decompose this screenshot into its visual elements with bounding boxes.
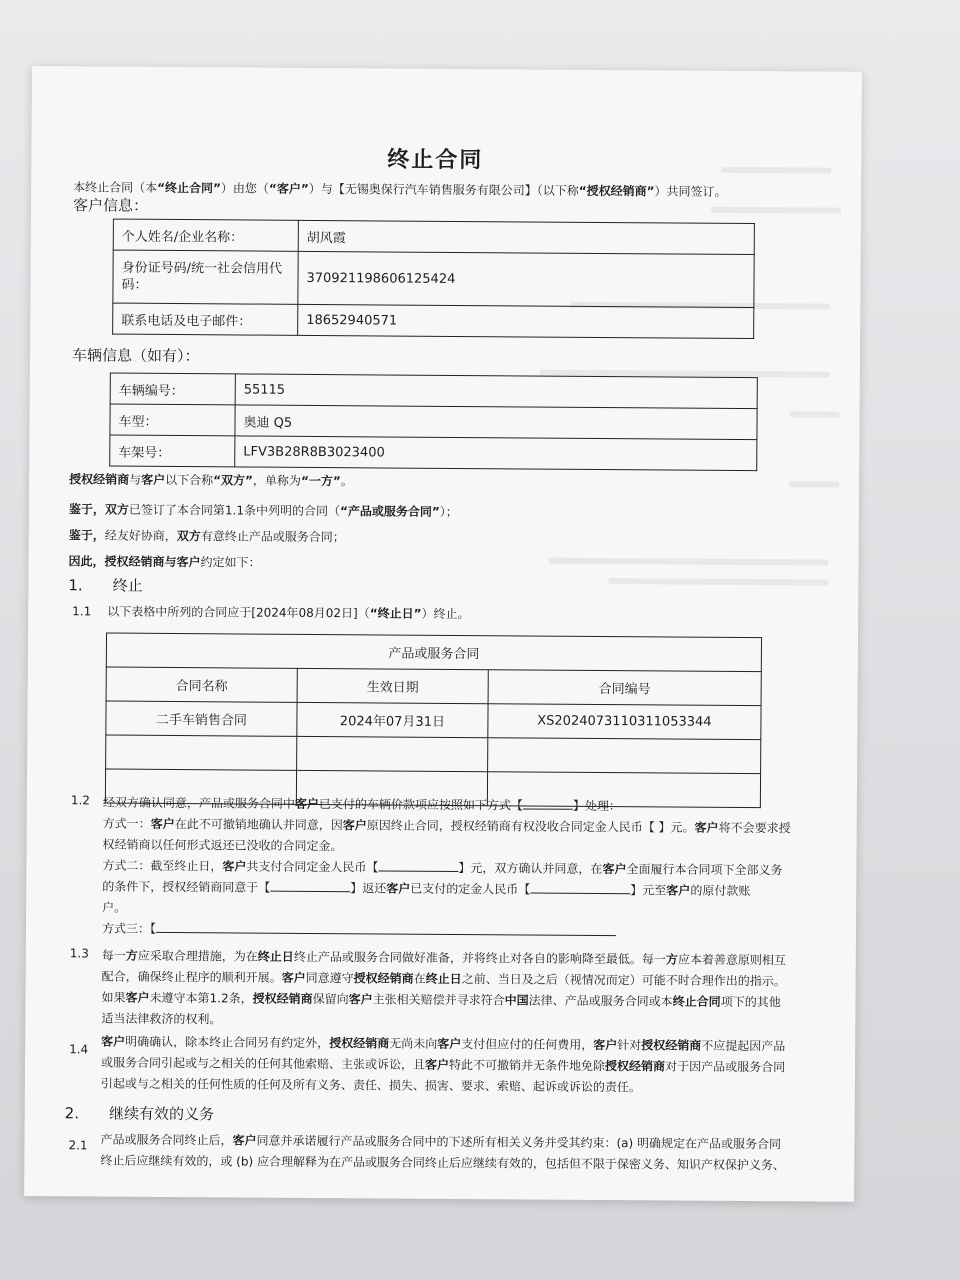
text: 主张相关赔偿并寻求符合 — [372, 992, 505, 1008]
text: 】元至 — [630, 883, 667, 898]
clause-1-3-line — [102, 947, 786, 969]
intro-term: “终止合同” — [157, 180, 221, 196]
text: 方式一： — [102, 816, 151, 831]
text: 同意遵守 — [305, 970, 354, 986]
term: 双方 — [104, 502, 129, 517]
term: 终止合同 — [672, 994, 721, 1009]
section-title: 终止 — [112, 576, 143, 595]
text: 每一 — [101, 948, 126, 963]
empty-cell — [106, 735, 297, 770]
term: 授权经销商 — [69, 472, 130, 487]
text: 应采取合理措施，为在 — [137, 948, 258, 964]
table-row — [113, 250, 754, 307]
text: 已支付的定金人民币【 — [410, 881, 531, 897]
term: 客户 — [437, 1036, 462, 1052]
section-title: 继续有效的义务 — [108, 1104, 215, 1124]
table-row — [113, 219, 754, 254]
clause-2-1-line: 终止后应继续有效的，或 (b) 应合理解释为在产品或服务合同终止后应继续有效的，包括但不限于保密义务、知识产权保护义务、 — [100, 1153, 786, 1173]
text: 如果 — [101, 990, 126, 1005]
term: 客户 — [281, 970, 306, 985]
section-number: 2. — [64, 1104, 80, 1123]
blank-field — [378, 860, 458, 872]
column-header: 合同编号 — [488, 670, 761, 706]
text: 终止产品或服务合同做好准备，并将终止对各自的影响降至最低。每一 — [293, 949, 666, 967]
vehicle-number-label: 车辆编号： — [110, 373, 235, 405]
contract-table-title: 产品或服务合同 — [106, 633, 761, 672]
text: 产品或服务合同终止后， — [100, 1132, 233, 1148]
clause-1-3-line: 适当法律救济的权利。 — [101, 1011, 222, 1027]
term: 客户 — [232, 1133, 257, 1148]
clause-1-4-line — [101, 1033, 785, 1055]
term: 因此，授权经销商与客户 — [68, 554, 201, 570]
term: 授权经销商 — [329, 1036, 390, 1051]
term: 客户 — [425, 1057, 450, 1072]
term: 客户 — [348, 992, 373, 1007]
text: 以下合称 — [165, 472, 214, 488]
clause-1-2-line — [102, 878, 750, 900]
clause-1-2-number: 1.2 — [70, 793, 91, 808]
term: 授权经销商 — [641, 1038, 702, 1053]
customer-id-label: 身份证号码/统一社会信用代码： — [113, 250, 298, 304]
clause-2-1-line — [100, 1131, 781, 1153]
term: “双方” — [213, 473, 254, 488]
text: 全面履行本合同项下全部义务 — [626, 862, 783, 878]
section-1-heading — [68, 574, 142, 596]
clause-1-4-number: 1.4 — [69, 1042, 89, 1057]
contract-table — [102, 633, 762, 812]
clause-1-2-line — [103, 794, 621, 815]
text: 与 — [129, 472, 142, 487]
term: “产品或服务合同” — [339, 504, 440, 519]
text: 经双方确认同意，产品或服务合同中 — [102, 795, 295, 811]
clause-number: 1.1 — [72, 604, 92, 619]
term: 授权经销商 — [353, 971, 414, 986]
term: 客户 — [294, 796, 319, 812]
term: 客户 — [222, 859, 247, 874]
whereas-2 — [69, 526, 345, 545]
term: 客户 — [141, 472, 166, 487]
clause-1-2-line: 权经销商以任何形式返还已没收的合同定金。 — [102, 837, 343, 854]
text: 】处理： — [572, 798, 621, 814]
blank-field — [530, 882, 630, 894]
text: 。 — [340, 474, 353, 489]
text: 经友好协商， — [104, 528, 177, 544]
clause-1-2-line — [102, 857, 782, 879]
text: 方式三：【 — [101, 921, 157, 936]
intro-term: “授权经销商” — [578, 183, 655, 199]
vehicle-number-value: 55115 — [235, 374, 757, 409]
text: 同意并承诺履行产品或服务合同中的下述所有相关义务并受其约束：(a) 明确规定在产品或服务合同 — [256, 1133, 782, 1152]
clause-1-3-line — [101, 989, 780, 1011]
term: 客户 — [593, 1037, 618, 1053]
text: 的条件下，授权经销商同意于【 — [102, 879, 271, 895]
term: 授权经销商 — [605, 1059, 666, 1074]
text: ，单称为 — [252, 473, 302, 488]
table-row — [106, 701, 761, 740]
text: ）； — [439, 504, 458, 519]
whereas-1 — [69, 500, 458, 520]
parties-definition — [69, 470, 353, 489]
term: 鉴于， — [68, 502, 105, 517]
text: 无尚未向 — [389, 1036, 438, 1051]
blank-field — [270, 881, 350, 893]
term: 客户 — [666, 883, 691, 898]
term: 双方 — [176, 529, 201, 544]
contract-name-cell: 二手车销售合同 — [106, 701, 297, 736]
section-number: 1. — [68, 576, 83, 595]
text: 应本着善意原则相互 — [677, 952, 786, 968]
text: 以下表格中所列的合同应于[2024年08月02日]（ — [107, 604, 370, 621]
text: 未遵守本第1.2条， — [149, 990, 253, 1006]
text: 配合，确保终止程序的顺利开展。 — [101, 969, 282, 985]
table-row — [110, 435, 757, 471]
vehicle-model-value: 奥迪 Q5 — [235, 405, 757, 440]
text: 已签订了本合同第1.1条中列明的合同（ — [128, 502, 341, 519]
clause-1-3-line — [102, 968, 786, 990]
text: 】返还 — [350, 881, 387, 896]
term: 客户 — [386, 881, 411, 896]
clause-1-2-line — [103, 815, 791, 837]
text: 或服务合同引起或与之相关的任何其他索赔、主张或诉讼，且 — [100, 1055, 426, 1072]
blank-field — [523, 798, 573, 809]
text: 不应提起因产品 — [701, 1038, 786, 1054]
text: 特此不可撤销并无条件地免除 — [449, 1057, 606, 1074]
blank-field — [156, 922, 616, 936]
customer-contact-value: 18652940571 — [298, 304, 754, 338]
text: 明确确认，除本终止合同另有约定外， — [125, 1034, 330, 1051]
clause-1-2-line: 户。 — [102, 900, 127, 915]
clause-1-4-line — [101, 1054, 785, 1076]
text: 有意终止产品或服务合同； — [200, 529, 345, 545]
term: 终止日 — [257, 949, 294, 964]
clause-1-4-line: 引起或与之相关的任何性质的任何及所有义务、责任、损失、损害、要求、索赔、起诉或诉讼的责任。 — [100, 1076, 641, 1095]
table-row — [110, 404, 757, 440]
term: 客户 — [150, 816, 175, 832]
section-2-heading — [65, 1102, 214, 1124]
text: 之前、当日及之后（视情况而定）可能不时合理作出的指示。 — [461, 972, 786, 989]
text: 将不会要求授 — [718, 820, 791, 836]
intro-term: “客户” — [268, 181, 309, 196]
intro-text: ）共同签订。 — [654, 184, 727, 199]
term: 方 — [665, 952, 678, 967]
vehicle-vin-label: 车架号： — [110, 435, 235, 467]
term: 方 — [125, 948, 138, 963]
term: “终止日” — [369, 606, 422, 621]
text: ）终止。 — [421, 606, 470, 622]
clause-1-1 — [72, 602, 469, 622]
term: 中国 — [504, 993, 529, 1008]
vehicle-info-heading: 车辆信息（如有）： — [71, 346, 200, 366]
table-row — [106, 667, 761, 706]
therefore-clause — [68, 552, 260, 570]
bleed-through — [789, 481, 839, 487]
term: 终止日 — [425, 971, 462, 987]
text: 约定如下： — [200, 555, 261, 570]
bleed-through — [721, 167, 831, 174]
intro-text: ）与【无锡奥保行汽车销售服务有限公司】（以下称 — [308, 181, 579, 198]
text: 的原付款账 — [690, 883, 751, 899]
document-page — [24, 66, 862, 1202]
term: “一方” — [300, 473, 341, 489]
customer-info-heading: 客户信息： — [72, 196, 149, 215]
clause-1-2-line — [102, 920, 616, 941]
intro-text: ）由您（ — [220, 181, 270, 196]
clause-2-1-number: 2.1 — [68, 1138, 88, 1153]
contract-number-cell: XS2024073110311053344 — [488, 704, 761, 740]
table-row — [110, 373, 757, 409]
term: 客户 — [342, 818, 367, 833]
text: 在 — [413, 971, 426, 986]
column-header: 生效日期 — [297, 668, 488, 703]
document-title: 终止合同 — [387, 147, 484, 174]
contract-date-cell: 2024年07月31日 — [297, 702, 488, 737]
term: 鉴于， — [68, 528, 105, 543]
column-header: 合同名称 — [106, 667, 297, 702]
bleed-through — [549, 558, 829, 566]
customer-name-value: 胡风霞 — [298, 220, 754, 254]
table-row — [106, 735, 761, 774]
text: 方式二：截至终止日， — [102, 858, 223, 874]
customer-info-table — [112, 219, 755, 339]
text: 支付但应付的任何费用， — [461, 1037, 594, 1052]
text: 针对 — [617, 1038, 642, 1053]
bleed-through — [711, 207, 841, 214]
term: 授权经销商 — [252, 991, 313, 1006]
text: 共支付合同定金人民币【 — [246, 859, 379, 875]
bleed-through — [608, 578, 828, 586]
vehicle-vin-value: LFV3B28R8B3023400 — [235, 436, 757, 471]
text: 已支付的车辆价款项应按照如下方式【 — [318, 797, 523, 813]
text: 项下的其他 — [720, 994, 781, 1010]
vehicle-info-table — [109, 373, 758, 472]
text: 原因终止合同，授权经销商有权没收合同定金人民币【 】元。 — [366, 818, 695, 835]
text: 】元，双方确认并同意，在 — [458, 860, 603, 877]
intro-paragraph — [73, 178, 727, 200]
intro-text: 本终止合同（本 — [73, 180, 158, 195]
customer-contact-label: 联系电话及电子邮件： — [113, 303, 298, 335]
text: 保留向 — [312, 991, 349, 1007]
text: 法律、产品或服务合同或本 — [528, 993, 673, 1009]
term: 客户 — [101, 1034, 126, 1049]
bleed-through — [790, 411, 840, 417]
text: 对于因产品或服务合同 — [665, 1059, 786, 1075]
table-row — [106, 633, 761, 672]
term: 客户 — [602, 862, 627, 877]
table-row — [113, 303, 754, 338]
customer-name-label: 个人姓名/企业名称： — [113, 219, 298, 251]
empty-cell — [297, 736, 488, 771]
term: 客户 — [694, 820, 719, 835]
customer-id-value: 370921198606125424 — [298, 251, 754, 307]
term: 客户 — [125, 990, 150, 1005]
clause-1-3-number: 1.3 — [69, 946, 89, 961]
text: 在此不可撤销地确认并同意，因 — [174, 817, 343, 833]
empty-cell — [488, 738, 761, 774]
vehicle-model-label: 车型： — [110, 404, 235, 436]
